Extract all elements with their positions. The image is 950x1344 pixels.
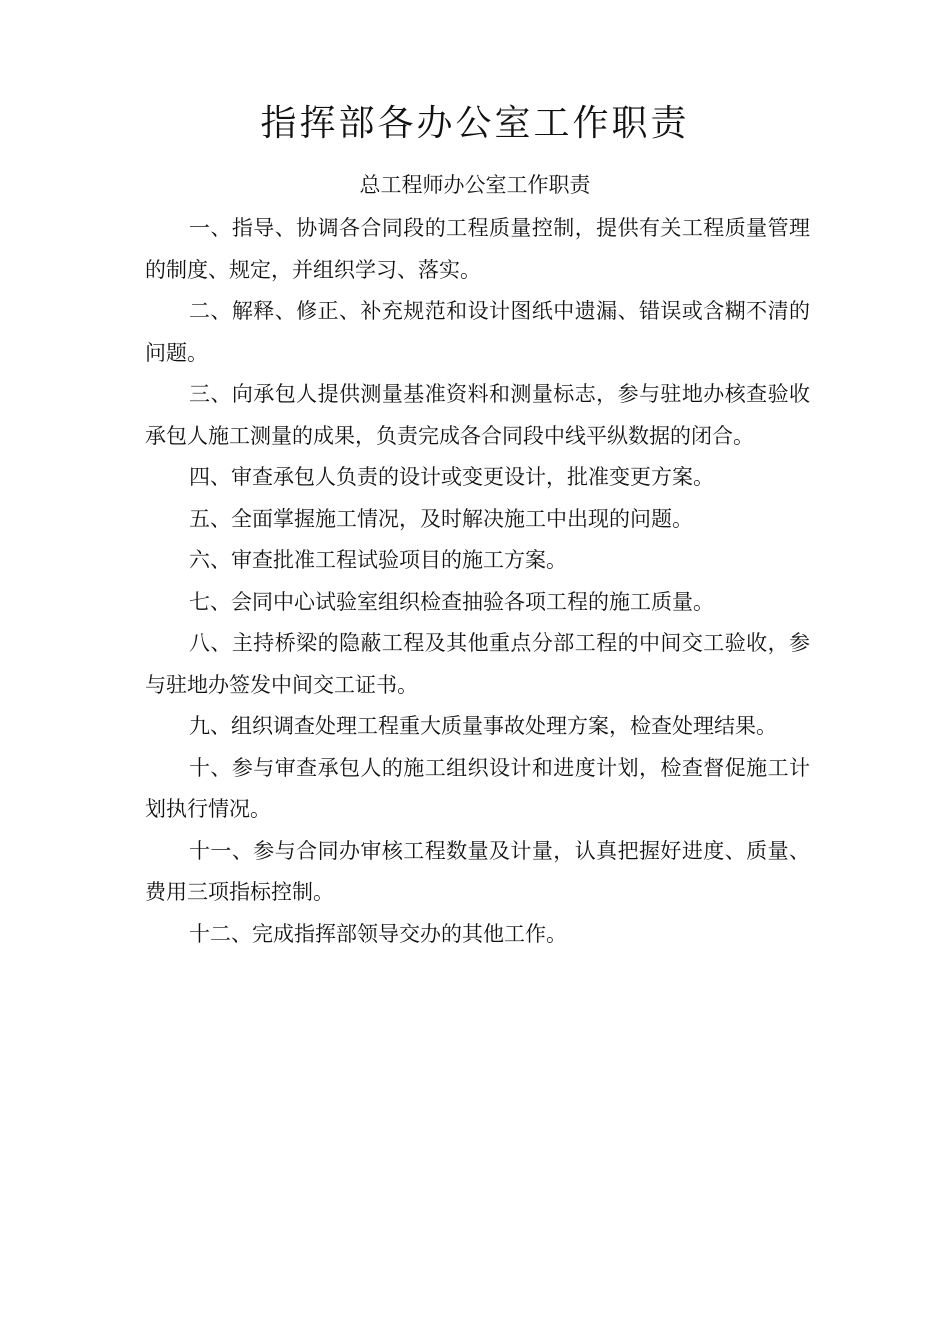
duty-item-1: 一、指导、协调各合同段的工程质量控制，提供有关工程质量管理的制度、规定，并组织学习、落实。 — [145, 216, 810, 282]
duty-item-12: 十二、完成指挥部领导交办的其他工作。 — [189, 921, 567, 946]
duty-item-2: 二、解释、修正、补充规范和设计图纸中遗漏、错误或含糊不清的问题。 — [145, 299, 810, 365]
duty-item-11: 十一、参与合同办审核工程数量及计量，认真把握好进度、质量、费用三项指标控制。 — [145, 838, 810, 904]
document-title: 指挥部各办公室工作职责 — [260, 103, 690, 144]
duty-item-7: 七、会同中心试验室组织检查抽验各项工程的施工质量。 — [189, 589, 714, 614]
duty-item-4: 四、审查承包人负责的设计或变更设计，批准变更方案。 — [189, 465, 714, 489]
duty-item-10: 十、参与审查承包人的施工组织设计和进度计划，检查督促施工计划执行情况。 — [145, 755, 810, 821]
duty-item-9: 九、组织调查处理工程重大质量事故处理方案，检查处理结果。 — [189, 714, 777, 738]
duty-item-6: 六、审查批准工程试验项目的施工方案。 — [189, 548, 567, 572]
duty-list — [145, 208, 810, 955]
duty-item-3: 三、向承包人提供测量基准资料和测量标志，参与驻地办核查验收承包人施工测量的成果，负责完成各合同段中线平纵数据的闭合。 — [145, 382, 810, 448]
section-title: 总工程师办公室工作职责 — [359, 173, 591, 197]
duty-item-8: 八、主持桥梁的隐蔽工程及其他重点分部工程的中间交工验收，参与驻地办签发中间交工证书。 — [145, 631, 810, 697]
duty-item-5: 五、全面掌握施工情况，及时解决施工中出现的问题。 — [189, 506, 693, 531]
